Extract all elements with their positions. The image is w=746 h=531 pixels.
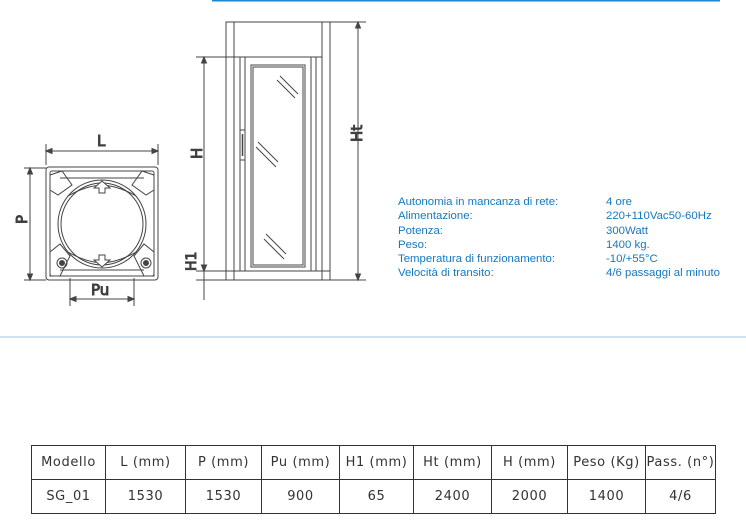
header-h: H (mm) bbox=[492, 446, 568, 480]
spec-value: -10/+55°C bbox=[606, 253, 658, 266]
spec-label: Peso: bbox=[398, 238, 428, 251]
spec-value: 220+110Vac50-60Hz bbox=[606, 210, 712, 223]
table-header-row bbox=[32, 446, 716, 480]
dim-label-Ht: Ht bbox=[348, 124, 366, 142]
dim-label-H: H bbox=[188, 147, 206, 159]
spec-row-temperature bbox=[398, 252, 738, 266]
dim-label-P: P bbox=[13, 214, 31, 224]
spec-value: 4 ore bbox=[606, 196, 632, 208]
spec-label: Temperatura di funzionamento: bbox=[398, 253, 556, 266]
header-h1: H1 (mm) bbox=[340, 446, 414, 480]
cell-passages: 4/6 bbox=[646, 480, 716, 514]
dim-label-L: L bbox=[97, 132, 106, 150]
table-row bbox=[32, 480, 716, 514]
spec-label: Potenza: bbox=[398, 224, 443, 237]
header-l: L (mm) bbox=[106, 446, 186, 480]
spec-row-transit-speed bbox=[398, 266, 738, 280]
spec-row-autonomy bbox=[398, 195, 738, 209]
cell-p: 1530 bbox=[186, 480, 262, 514]
header-weight: Peso (Kg) bbox=[568, 446, 646, 480]
header-ht: Ht (mm) bbox=[414, 446, 492, 480]
header-passages: Pass. (n°) bbox=[646, 446, 716, 480]
cell-pu: 900 bbox=[262, 480, 340, 514]
header-model: Modello bbox=[32, 446, 106, 480]
spec-row-power-supply bbox=[398, 209, 738, 223]
dim-label-Pu: Pu bbox=[91, 281, 110, 299]
spec-list bbox=[398, 195, 738, 281]
spec-value: 300Watt bbox=[606, 224, 648, 237]
spec-label: Alimentazione: bbox=[398, 210, 473, 223]
cell-weight: 1400 bbox=[568, 480, 646, 514]
spec-row-power bbox=[398, 224, 738, 238]
elevation-view bbox=[196, 22, 366, 300]
model-table bbox=[31, 445, 716, 514]
cell-h1: 65 bbox=[340, 480, 414, 514]
spec-value: 4/6 passaggi al minuto bbox=[606, 267, 720, 280]
header-p: P (mm) bbox=[186, 446, 262, 480]
spec-value: 1400 kg. bbox=[606, 238, 650, 251]
spec-label: Velocità di transito: bbox=[398, 267, 494, 280]
cell-ht: 2400 bbox=[414, 480, 492, 514]
dim-label-H1: H1 bbox=[184, 251, 200, 271]
cell-model: SG_01 bbox=[32, 480, 106, 514]
spec-label: Autonomia in mancanza di rete: bbox=[398, 196, 559, 208]
header-pu: Pu (mm) bbox=[262, 446, 340, 480]
spec-row-weight bbox=[398, 238, 738, 252]
cell-h: 2000 bbox=[492, 480, 568, 514]
cell-l: 1530 bbox=[106, 480, 186, 514]
